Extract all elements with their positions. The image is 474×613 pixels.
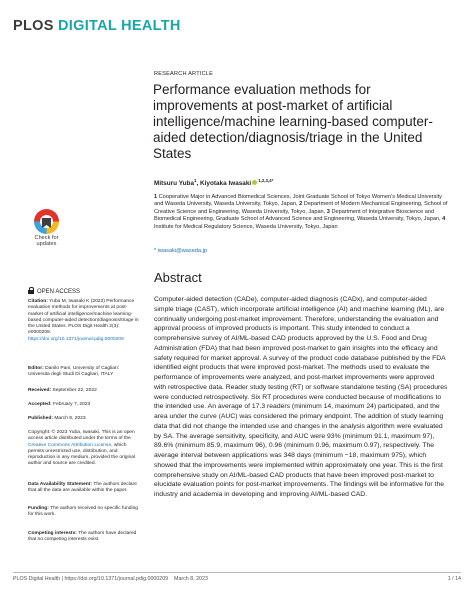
accepted-date: February 7, 2023 <box>53 402 91 407</box>
published-block <box>28 416 140 422</box>
data-availability-block <box>28 482 140 495</box>
affiliation-number: 1 <box>154 194 158 200</box>
published-label: Published: <box>28 416 53 421</box>
received-block <box>28 388 140 394</box>
affiliation-number: 2 <box>299 201 303 208</box>
license-link[interactable]: Creative Commons Attribution License <box>28 442 112 448</box>
published-date: March 8, 2023 <box>54 416 86 421</box>
open-access-label: OPEN ACCESS <box>37 289 81 295</box>
competing-interests-label: Competing interests: <box>28 531 77 536</box>
badge-line2: updates <box>36 241 57 248</box>
affiliation-text: Department of Integrative Bioscience and Biomedical Engineering, Graduate School of Advanced Science and Engineering, Waseda University, Tokyo, Japan, <box>154 208 441 223</box>
check-for-updates-badge[interactable] <box>28 209 65 255</box>
abstract-heading: Abstract <box>154 270 202 285</box>
open-access <box>28 287 140 295</box>
journal-name: DIGITAL HEALTH <box>58 18 181 34</box>
author-affiliation-sup: 1 <box>194 178 197 183</box>
page-number: 1 / 14 <box>447 576 461 582</box>
badge-line1: Check for <box>34 235 59 241</box>
page-footer <box>13 576 461 582</box>
copyright-text-pre: Copyright: © 2023 Yuba, Iwasaki. This is an open access article distributed under the terms of the <box>28 430 135 442</box>
copyright-block <box>28 430 140 468</box>
accepted-label: Accepted: <box>28 402 52 407</box>
received-date: September 22, 2022 <box>52 388 97 393</box>
data-availability-text: The authors declare that all the data are available within the paper. <box>28 482 137 494</box>
affiliations <box>154 194 450 231</box>
affiliation-text: Cooperative Major in Advanced Biomedical Sciences, Joint Graduate School of Tokyo Women’s Medical University and Waseda University, Waseda University, Tokyo, Japan, <box>154 194 442 208</box>
footer-doi-link[interactable]: https://doi.org/10.1371/journal.pdig.0000209 <box>64 576 169 582</box>
accepted-block <box>28 402 140 408</box>
article-type: RESEARCH ARTICLE <box>154 71 214 77</box>
orcid-icon[interactable] <box>252 180 257 185</box>
article-title: Performance evaluation methods for improvements at post-market of artificial intelligence/machine learning-based computer-aided detection/diagnosis/triage in the United States <box>153 82 433 161</box>
footer-date: March 8, 2023 <box>174 576 208 582</box>
competing-interests-block <box>28 531 140 544</box>
footer-journal: PLOS Digital Health <box>13 576 61 582</box>
funding-text: The authors received no specific funding for this work. <box>28 506 139 518</box>
citation-link[interactable]: https://doi.org/10.1371/journal.pdig.0000209 <box>28 336 124 342</box>
funding-block <box>28 506 140 519</box>
footer-divider <box>13 572 461 573</box>
lock-icon <box>28 287 34 294</box>
affiliation-number: 4 <box>442 216 446 223</box>
footer-separator: | <box>61 576 63 582</box>
affiliation-text: Department of Modern Mechanical Engineering, School of Creative Science and Engineering, Waseda University, Tokyo, Japan, <box>154 201 448 215</box>
journal-prefix: PLOS <box>13 18 54 34</box>
editor-block <box>28 366 140 379</box>
data-availability-label: Data Availability Statement: <box>28 482 93 487</box>
author-name: Kiyotaka Iwasaki <box>200 180 252 188</box>
affiliation-number: 3 <box>326 208 330 215</box>
received-label: Received: <box>28 388 52 393</box>
competing-interests-text: The authors have declared that no competing interests exist. <box>28 531 137 543</box>
funding-label: Funding: <box>28 506 49 511</box>
editor-text: Danilo Pani, University of Cagliari: Universita degli Studi Di Cagliari, ITALY <box>28 366 120 378</box>
author-affiliation-sup: 1,2,3,4 <box>258 178 272 183</box>
citation-block <box>28 299 140 343</box>
citation-text: Yuba M, Iwasaki K (2023) Performance evaluation methods for improvements at post-market of artificial intelligence/machine learning-based computer-aided detection/diagnosis/triage in the United States. PLOS Digit Health 2(3): e0000209. <box>28 299 139 336</box>
affiliation-text: Institute for Medical Regulatory Science, Waseda University, Tokyo, Japan <box>154 223 338 230</box>
author-name: Mitsuru Yuba <box>154 180 195 188</box>
corresponding-email[interactable]: * iwasaki@waseda.jp <box>154 248 207 254</box>
citation-label: Citation: <box>28 299 48 304</box>
copyright-text-post: , which permits unrestricted use, distribution, and reproduction in any medium, provided the original author and source are credited. <box>28 442 136 467</box>
editor-label: Editor: <box>28 366 44 371</box>
journal-header <box>13 18 181 34</box>
author-list: Mitsuru Yuba$^1$, Kiyotaka Iwasaki $^{1,2,3,4*}$ <box>154 178 274 188</box>
corresponding-mark: * <box>271 178 274 183</box>
abstract-text: Computer-aided detection (CADe), computer-aided diagnosis (CADx), and computer-aided simple triage (CAST), which incorporate artificial intelligence (AI) and machine learning (ML), are continually undergoing post-market improvement. Therefore, understanding the evaluation and approval process of improved products is important. This study intended to conduct a comprehensive survey of AI/ML-based CAD products approved by the U.S. Food and Drug Administration (FDA) that had been improved post-market to gain insights into the efficacy and safety required for market approval. A survey of the product code database published by the FDA identified eight products that were improved post-market. The methods used to evaluate the performance of improvements were analyzed, and post-market improvements were approved with retrospective data. Reader study testing (RT) or software standalone testing (SA) procedures were conducted retrospectively. Six RT procedures were conducted because of modifications to the intended use. An average of 17.3 readers (minimum 14, maximum 24) participated, and the area under the curve (AUC) was considered the primary endpoint. The addition of study learning data that did not change the intended use and changes in the analysis algorithm were evaluated by SA. The average sensitivity, specificity, and AUC were 93% (minimum 91.1, maximum 97), 89.6% (minimum 85.9, maximum 96), 0.96 (minimum 0.96, maximum 0.97), respectively. The average interval between applications was 348 days (minimum −18, maximum 975), which showed that the improvements were implemented within approximately one year. This is the first comprehensive study on AI/ML-based CAD products that have been improved post-market to elucidate evaluation points for post-market improvements. The findings will be informative for the industry and academia in developing and improving AI/ML-based CAD. <box>154 296 448 498</box>
